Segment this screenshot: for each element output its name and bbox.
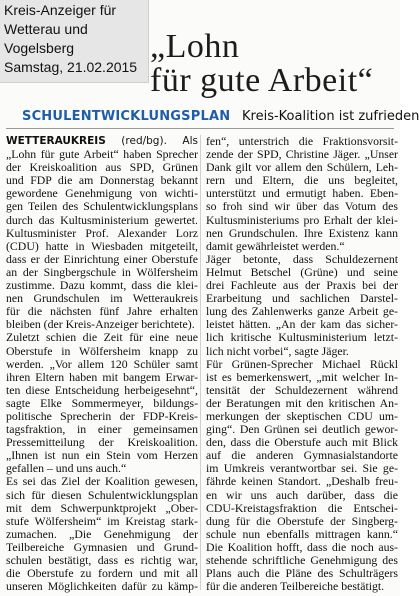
article-line: leistet hätten. „An der kam das sicher- [206, 317, 398, 332]
article-line: tensität der Schuldezernent während [206, 382, 398, 397]
article-line: zustimme. Dazu kommt, dass die klei- [6, 278, 198, 293]
article-line: die Oberstufe zu fordern und mit all [6, 566, 198, 581]
dateline-place: WETTERAUKREIS [6, 135, 106, 147]
article-line: stehende schriftliche Genehmigung des [206, 553, 398, 567]
column-divider [200, 135, 201, 590]
article-line: „Ihnen ist nun ein Stein vom Herzen [6, 448, 198, 463]
article-line: Es sei das Ziel der Koalition gewesen, [6, 474, 198, 489]
source-newspaper-line: Wetterau und [4, 21, 88, 37]
article-line: Kultusminister Prof. Alexander Lorz [6, 225, 198, 240]
article-line: merkungen der skeptischen CDU um- [206, 408, 398, 423]
article-line: ist es bemerkenswert, „mit welcher In- [206, 369, 398, 384]
article-line: Kultusministeriums pro Erhalt der klei- [206, 212, 398, 227]
headline-line-1: „Lohn [150, 28, 240, 65]
article-line: damit gewährleistet werden.“ [206, 238, 345, 253]
article-line: der Beratungen mit den kritischen An- [206, 395, 398, 410]
article-line: für die nächsten fünf Jahre erhalten [6, 304, 198, 319]
dateline-agency: (red/bg). [121, 135, 167, 147]
dateline-rest: Als [182, 135, 198, 147]
article-line: lich nicht vorbei“, sagte Jäger. [206, 343, 349, 358]
article-line: gen Teilen des Schulentwicklungsplans [6, 199, 198, 214]
article-column-left [6, 135, 198, 593]
article-line: nen Grundschulen im Wetteraukreis [6, 291, 198, 306]
article-line: Erarbeitung und sachlichen Darstel- [206, 291, 398, 306]
article-line: ging“. Den Grünen sei deutlich gewor- [206, 422, 398, 437]
article-line: gewordene Genehmigung von wichti- [6, 186, 198, 201]
article-line: drei Fachleute aus der Praxis bei der [206, 278, 398, 293]
article-line: Die Koalition hofft, dass die noch aus- [206, 539, 398, 554]
article-line: durch das Kultusministerium gewertet. [6, 212, 198, 227]
article-line: zumachen. „Die Genehmigung der [6, 526, 198, 541]
article-line: Plans auch die Pläne des Schulträgers [206, 566, 398, 581]
article-line: rern und Eltern, die uns begleitet, [206, 173, 398, 188]
article-line: CDU-Kreistagsfraktion die Entschei- [206, 500, 398, 515]
header-rule [6, 128, 394, 129]
article-line: unterstützt und ermutigt haben. Eben- [206, 186, 398, 201]
article-line: bleiben (der Kreis-Anzeiger berichtete). [6, 317, 195, 332]
article-line: Dank gilt vor allem den Schülern, Leh- [206, 160, 398, 175]
article-line: Zuletzt schien die Zeit für eine neue [6, 330, 198, 345]
article-line: sagte Elke Sommermeyer, bildungs- [6, 395, 198, 410]
article-line: dung für die Oberstufe der Singberg- [206, 513, 398, 528]
article-line: tagsfraktion, in einer gemeinsamen [6, 422, 198, 437]
article-line: Oberstufe in Wölfersheim knapp zu [6, 343, 198, 358]
article-line: ten diese Entscheidung herbeigesehnt“, [6, 382, 198, 397]
article-line: unseren Möglichkeiten dafür zu kämp- [6, 579, 198, 594]
source-newspaper-line: Kreis-Anzeiger für [4, 2, 117, 18]
article-line: für die anderen Teilbereiche bestätigt. [206, 579, 385, 594]
article-line: dass er der Einrichtung einer Oberstufe [6, 251, 198, 266]
source-date: Samstag, 21.02.2015 [4, 59, 138, 75]
article-line: mit dem Schwerpunktprojekt „Ober- [6, 500, 198, 515]
article-line: schule nun ebenfalls mittragen kann.“ [206, 526, 398, 541]
article-line: politische Sprecherin der FDP-Kreis- [6, 408, 198, 423]
article-line: Teilbereiche Gymnasien und Grund- [6, 539, 198, 554]
article-line: Pressemitteilung der Kreiskoalition. [6, 435, 198, 450]
source-newspaper-line: Vogelsberg [4, 40, 75, 56]
article-line: fen“, unterstrich die Fraktionsvorsit- [206, 134, 398, 148]
article-line: und FDP die am Donnerstag bekannt [6, 173, 198, 188]
source-label-box [0, 0, 149, 83]
section-kicker: SCHULENTWICKLUNGSPLAN [22, 109, 231, 124]
article-line: den, dass die Oberstufe auch mit Blick [206, 435, 398, 450]
article-line: lich kritische Kultusministerium letzt- [206, 330, 398, 345]
article-line: en wir uns auch darüber, dass die [206, 487, 398, 502]
article-line: Jäger betonte, dass Schuldezernent [206, 251, 398, 266]
article-column-right [206, 135, 398, 593]
article-line: an der Singbergschule in Wölfersheim [6, 264, 198, 279]
article-line: „Lohn für gute Arbeit“ haben Sprecher [6, 147, 198, 162]
article-line: werden. „Vor allem 120 Schüler samt [6, 356, 198, 371]
article-line: stufe Wölfersheim“ im Kreistag stark- [6, 513, 198, 528]
article-line: fährde keinen Standort. „Deshalb freu- [206, 474, 398, 489]
article-line: sich für diesen Schulentwicklungsplan [6, 487, 198, 502]
article-line: im Umkreis verantwortbar sei. Sie ge- [206, 461, 398, 476]
article-line: lung des Zahlenwerks ganze Arbeit ge- [206, 304, 398, 319]
article-line: nen Grundschulen. Ihre Existenz kann [206, 225, 398, 240]
article-line: schulen bestätigt, dass es richtig war, [6, 553, 198, 567]
article-line: ihren Eltern haben mit bangem Erwar- [6, 369, 198, 384]
article-line: der Kreiskoalition aus SPD, Grünen [6, 160, 198, 175]
article-line: Helmut Betschel (Grüne) und seine [206, 264, 398, 279]
subheadline: Kreis-Koalition ist zufrieden [242, 109, 419, 124]
article-line: Für Grünen-Sprecher Michael Rückl [206, 356, 398, 371]
article-line: zende der SPD, Christine Jäger. „Unser [206, 147, 398, 162]
headline-line-2: für gute Arbeit“ [150, 62, 374, 99]
article-line: gefallen – und uns auch.“ [6, 461, 127, 476]
article-line: auf die anderen Gymnasialstandorte [206, 448, 398, 463]
article-line: (CDU) hatte in Wiesbaden mitgeteilt, [6, 238, 198, 253]
article-line: so froh sind wir über das Votum des [206, 199, 398, 214]
